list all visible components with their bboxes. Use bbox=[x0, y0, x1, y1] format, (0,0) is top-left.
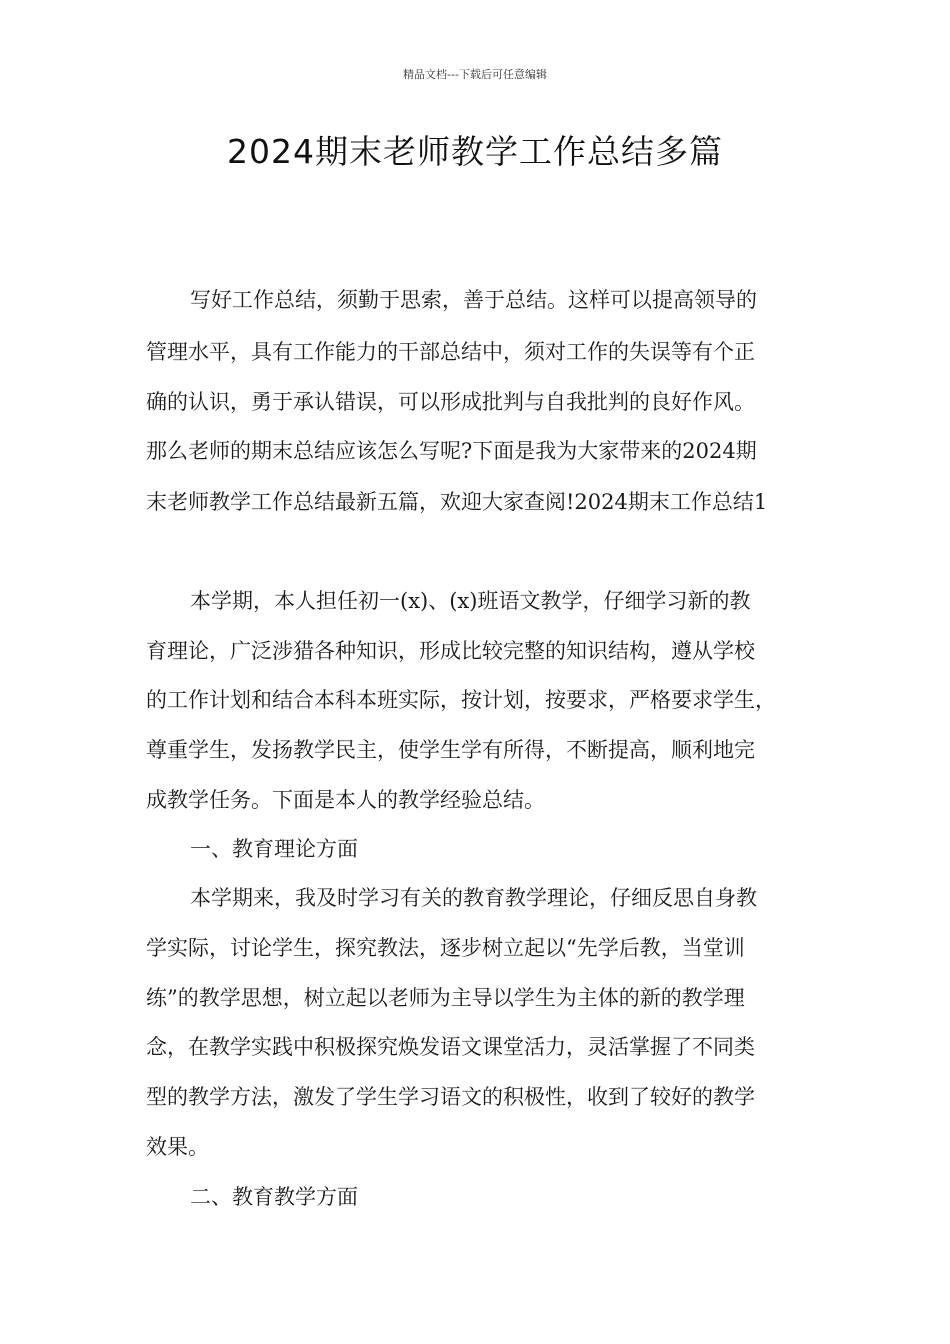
paragraph-line: 练”的教学思想，树立起以老师为主导以学生为主体的新的教学理 bbox=[146, 986, 745, 1010]
paragraph-line: 学实际，讨论学生，探究教法，逐步树立起以“先学后教，当堂训 bbox=[146, 936, 745, 960]
page-title: 2024期末老师教学工作总结多篇 bbox=[227, 132, 723, 171]
paragraph-line: 本学期来，我及时学习有关的教育教学理论，仔细反思自身教 bbox=[190, 886, 757, 910]
paragraph-line: 管理水平，具有工作能力的干部总结中，须对工作的失误等有个正 bbox=[146, 340, 755, 364]
paragraph-line: 育理论，广泛涉猎各种知识，形成比较完整的知识结构，遵从学校 bbox=[146, 639, 755, 663]
header-note: 精品文档---下载后可任意编辑 bbox=[403, 68, 547, 81]
section-heading: 二、教育教学方面 bbox=[190, 1185, 358, 1209]
paragraph-line: 写好工作总结，须勤于思索，善于总结。这样可以提高领导的 bbox=[190, 288, 757, 312]
paragraph-line: 念，在教学实践中积极探究焕发语文课堂活力，灵活掌握了不同类 bbox=[146, 1035, 755, 1059]
paragraph-line: 末老师教学工作总结最新五篇，欢迎大家查阅!2024期末工作总结1 bbox=[146, 490, 768, 514]
paragraph-line: 成教学任务。下面是本人的教学经验总结。 bbox=[146, 788, 545, 812]
paragraph-line: 那么老师的期末总结应该怎么写呢?下面是我为大家带来的2024期 bbox=[146, 439, 757, 463]
paragraph-line: 尊重学生，发扬教学民主，使学生学有所得，不断提高，顺利地完 bbox=[146, 738, 755, 762]
paragraph-line: 的工作计划和结合本科本班实际，按计划，按要求，严格要求学生， bbox=[146, 688, 776, 712]
paragraph-line: 型的教学方法，激发了学生学习语文的积极性，收到了较好的教学 bbox=[146, 1085, 755, 1109]
paragraph-line: 确的认识，勇于承认错误，可以形成批判与自我批判的良好作风。 bbox=[146, 390, 755, 414]
section-heading: 一、教育理论方面 bbox=[190, 837, 358, 861]
paragraph-line: 本学期，本人担任初一(x)、(x)班语文教学，仔细学习新的教 bbox=[190, 589, 751, 613]
paragraph-line: 效果。 bbox=[146, 1135, 209, 1159]
